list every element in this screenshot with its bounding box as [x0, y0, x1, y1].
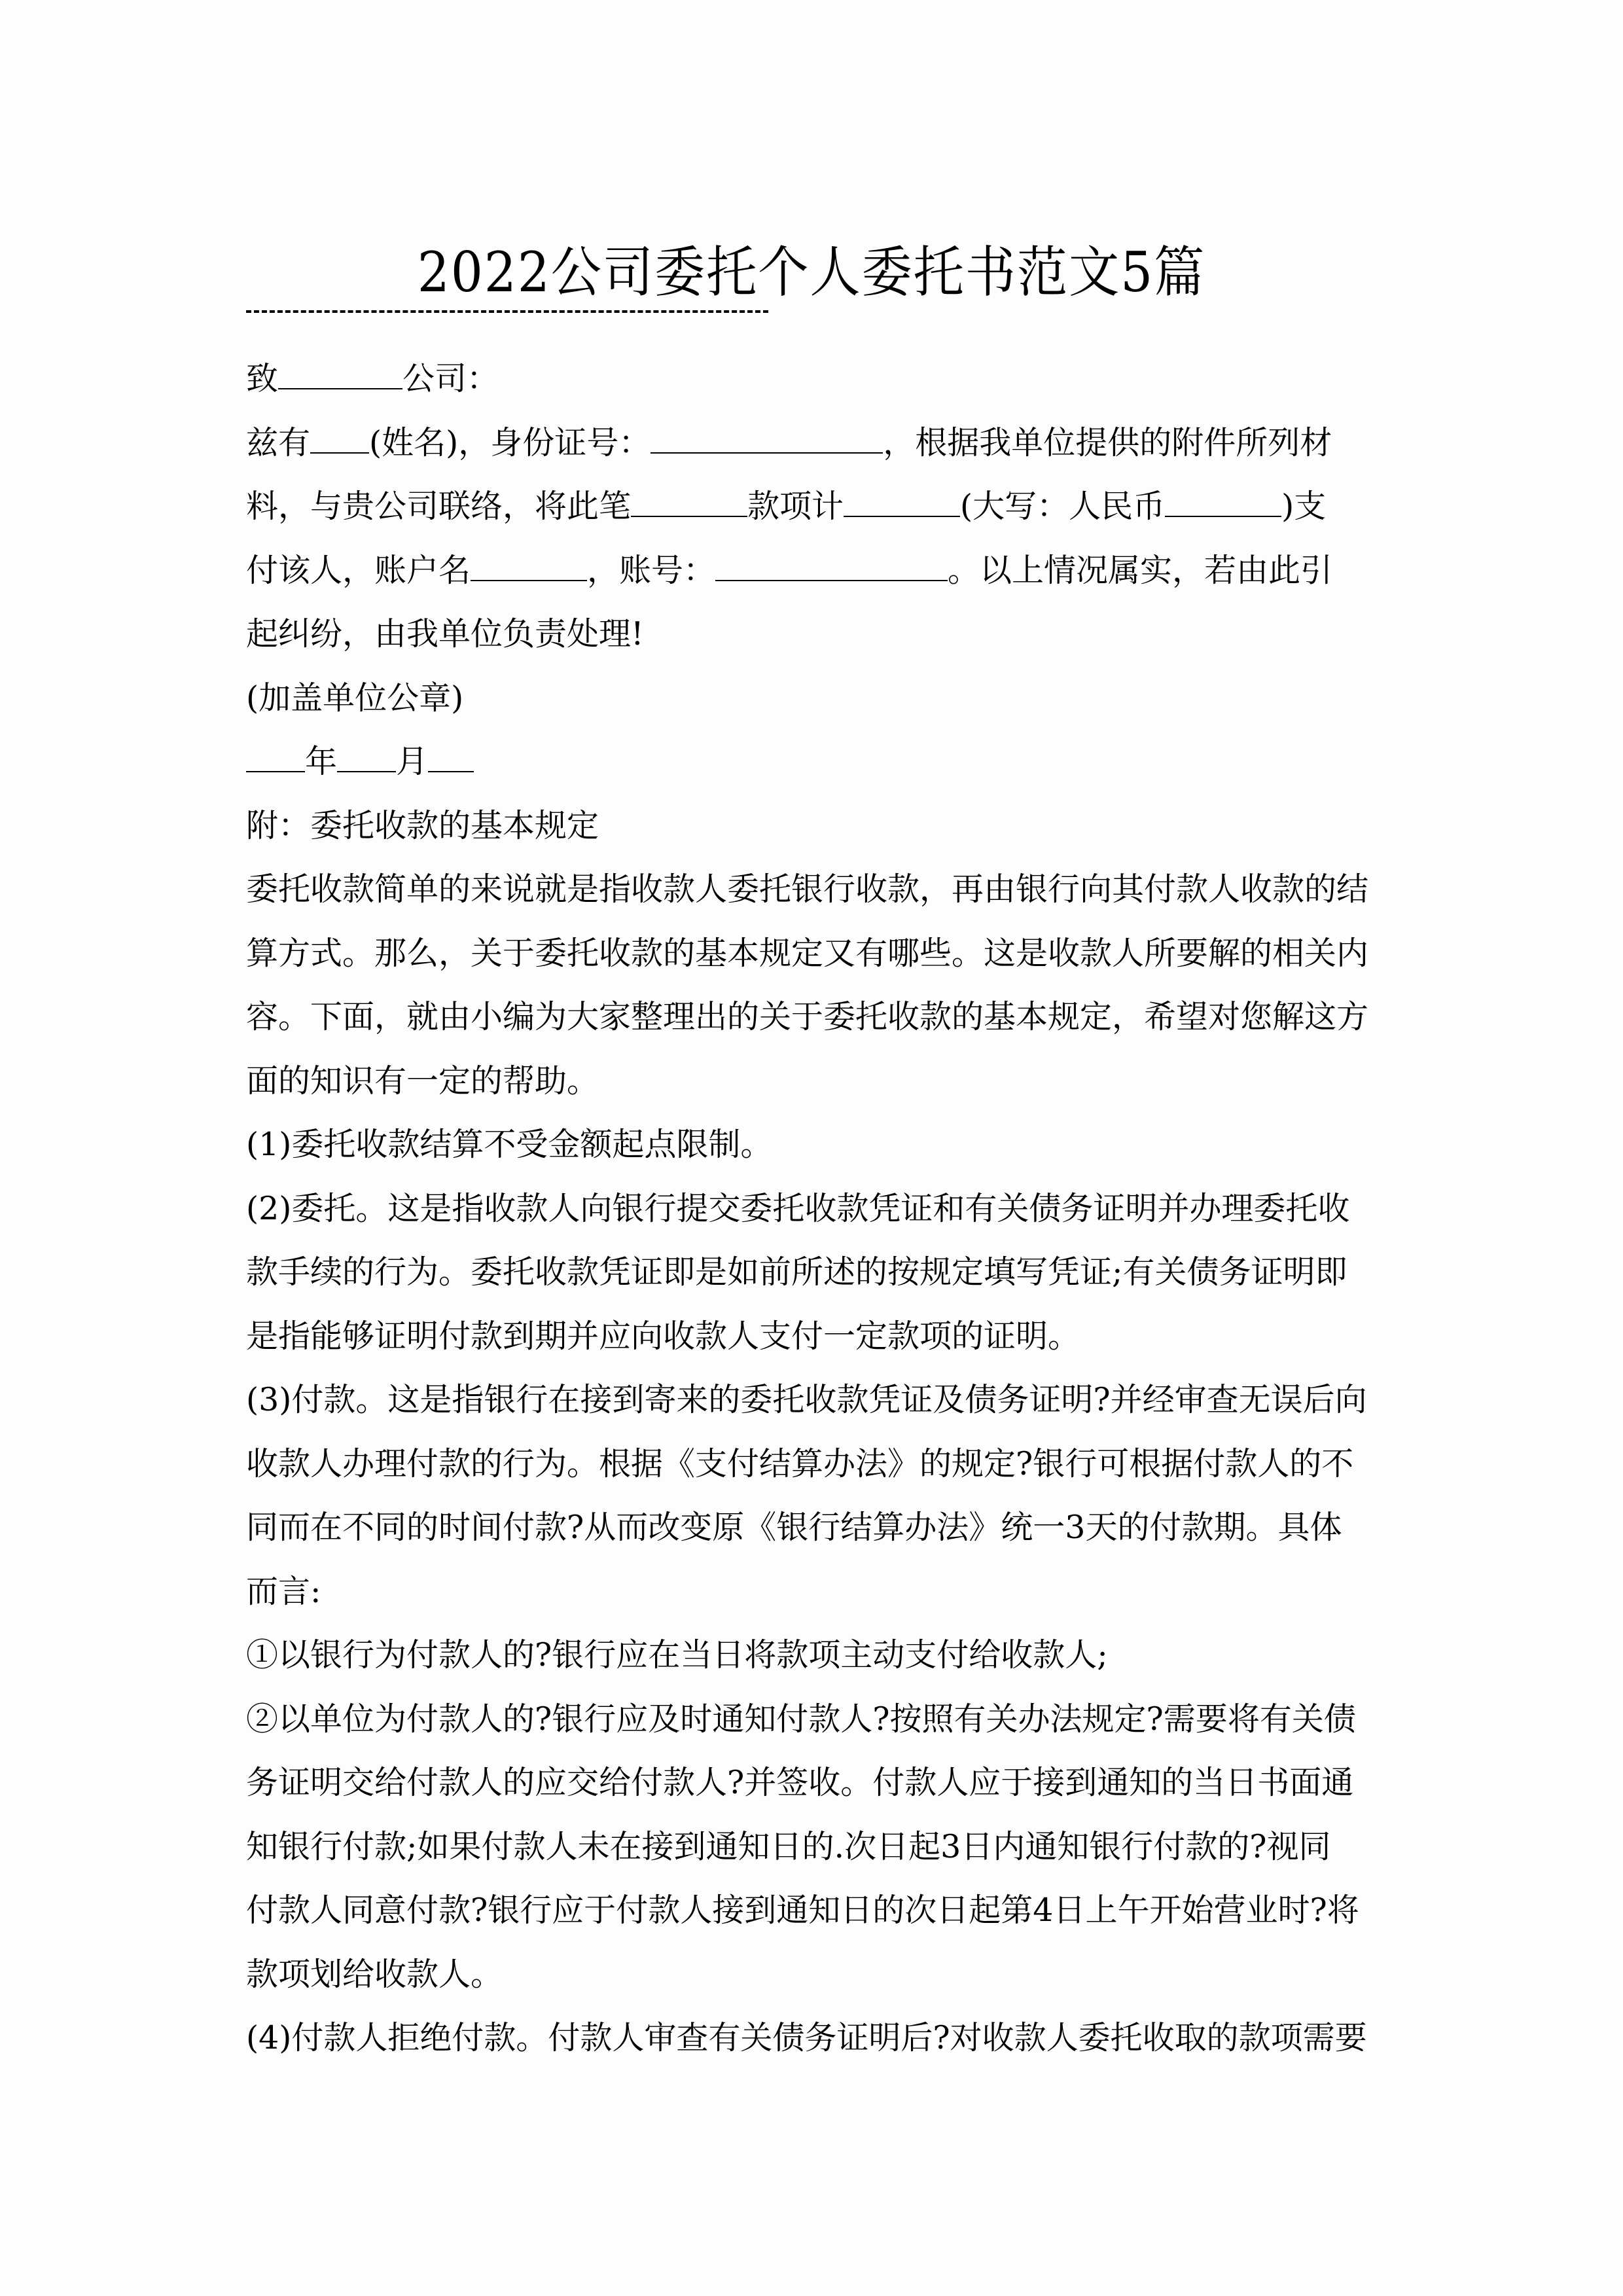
paragraph-line: 务证明交给付款人的应交给付款人?并签收。付款人应于接到通知的当日书面通 [246, 1764, 1354, 1801]
rule-item-2: (2)委托。这是指收款人向银行提交委托收款凭证和有关债务证明并办理委托收 [246, 1189, 1350, 1227]
paragraph-line: 收款人办理付款的行为。根据《支付结算办法》的规定?银行可根据付款人的不 [246, 1444, 1354, 1482]
id-number-blank[interactable] [651, 425, 883, 454]
account-number-blank[interactable] [715, 552, 948, 581]
document-title: 2022公司委托个人委托书范文5篇 [417, 240, 1206, 305]
appendix-heading: 附：委托收款的基本规定 [246, 806, 599, 844]
paragraph-line: 是指能够证明付款到期并应向收款人支付一定款项的证明。 [246, 1317, 1080, 1355]
title-divider [246, 310, 768, 313]
letter-text: ，账号： [587, 551, 716, 589]
letter-text: ，根据我单位提供的附件所列材 [883, 423, 1332, 461]
letter-line [246, 411, 1376, 475]
paragraph-line: 知银行付款;如果付款人未在接到通知日的.次日起3日内通知银行付款的?视同 [246, 1827, 1331, 1865]
rule-item-4: (4)付款人拒绝付款。付款人审查有关债务证明后?对收款人委托收取的款项需要 [246, 2019, 1367, 2056]
payment-type-blank[interactable] [631, 488, 747, 517]
letter-text: 款项计 [747, 488, 844, 525]
sub-item-2: ②以单位为付款人的?银行应及时通知付款人?按照有关办法规定?需要将有关债 [246, 1700, 1356, 1738]
year-blank[interactable] [246, 744, 305, 772]
paragraph-line: 算方式。那么，关于委托收款的基本规定又有哪些。这是收款人所要解的相关内 [246, 934, 1369, 972]
rule-item-3: (3)付款。这是指银行在接到寄来的委托收款凭证及债务证明?并经审查无误后向 [246, 1381, 1367, 1418]
letter-text: 付该人，账户名 [246, 551, 471, 589]
paragraph-line: 款手续的行为。委托收款凭证即是如前所述的按规定填写凭证;有关债务证明即 [246, 1253, 1347, 1291]
paragraph-line: 容。下面，就由小编为大家整理出的关于委托收款的基本规定，希望对您解这方 [246, 998, 1369, 1035]
letter-line: 起纠纷，由我单位负责处理! [246, 615, 644, 653]
letter-text: 。以上情况属实，若由此引 [948, 551, 1333, 589]
amount-uppercase-blank[interactable] [1165, 488, 1281, 517]
paragraph-line: 付款人同意付款?银行应于付款人接到通知日的次日起第4日上午开始营业时?将 [246, 1892, 1359, 1929]
salutation-line [246, 347, 1376, 411]
paragraph-line: 委托收款简单的来说就是指收款人委托银行收款，再由银行向其付款人收款的结 [246, 870, 1369, 908]
rule-item-1: (1)委托收款结算不受金额起点限制。 [246, 1126, 773, 1163]
letter-line [246, 475, 1376, 539]
salutation-suffix: 公司： [402, 360, 499, 397]
letter-text: (大写：人民币 [960, 488, 1166, 525]
company-name-blank[interactable] [278, 361, 402, 389]
letter-text: 料，与贵公司联络，将此笔 [246, 488, 632, 525]
salutation-prefix: 致 [246, 360, 279, 397]
day-blank[interactable] [428, 744, 474, 772]
date-line [246, 730, 1376, 794]
person-name-blank[interactable] [310, 425, 369, 454]
paragraph-line: 而言: [246, 1572, 321, 1610]
paragraph-line: 面的知识有一定的帮助。 [246, 1062, 599, 1100]
year-label: 年 [305, 743, 338, 780]
month-blank[interactable] [337, 744, 396, 772]
amount-blank[interactable] [844, 488, 960, 517]
sub-item-1: ①以银行为付款人的?银行应在当日将款项主动支付给收款人; [246, 1636, 1108, 1674]
document-body [246, 347, 1376, 2070]
seal-note: (加盖单位公章) [246, 679, 464, 717]
letter-line [246, 539, 1376, 603]
month-label: 月 [396, 743, 429, 780]
paragraph-line: 同而在不同的时间付款?从而改变原《银行结算办法》统一3天的付款期。具体 [246, 1509, 1342, 1546]
letter-text: 兹有 [246, 423, 311, 461]
paragraph-line: 款项划给收款人。 [246, 1955, 503, 1993]
letter-text: (姓名)，身份证号： [369, 423, 651, 461]
letter-text: )支 [1281, 488, 1327, 525]
account-name-blank[interactable] [471, 552, 587, 581]
